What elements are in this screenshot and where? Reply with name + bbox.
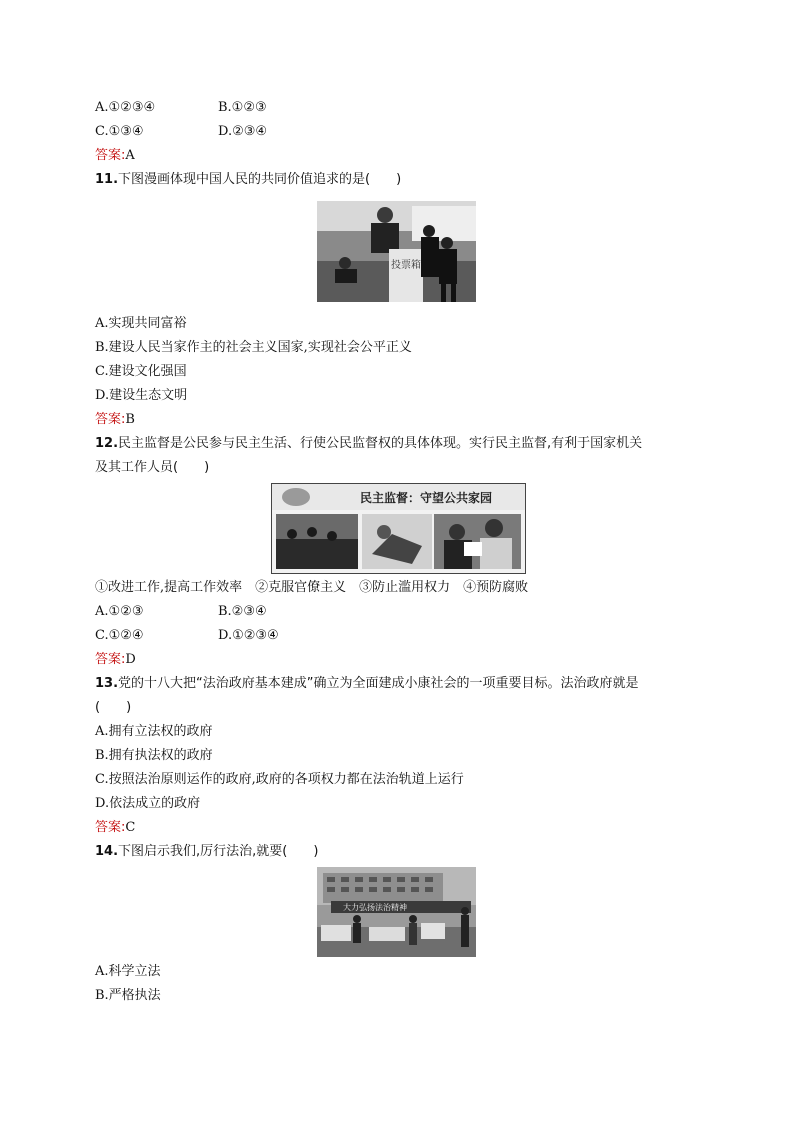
- q11-stem: [95, 171, 401, 189]
- q12-option-b: B.②③④: [218, 604, 267, 619]
- question-text: 下图启示我们,厉行法治,就要( ): [118, 844, 319, 859]
- q12-answer: [95, 651, 136, 669]
- answer-value: D: [125, 652, 136, 667]
- answer-value: A: [125, 148, 135, 163]
- answer-label: 答案:: [95, 148, 126, 163]
- q11-option-c: C.建设文化强国: [95, 364, 187, 379]
- q10-option-c: C.①③④: [95, 124, 144, 139]
- q10-option-a: A.①②③④: [95, 100, 156, 115]
- q12-option-a: A.①②③: [95, 604, 144, 619]
- question-number: 14.: [95, 844, 119, 859]
- q11-option-d: D.建设生态文明: [95, 388, 188, 403]
- q10-option-b: B.①②③: [218, 100, 267, 115]
- q12-stem-line2: 及其工作人员( ): [95, 460, 210, 475]
- q13-stem-line2: ( ): [95, 700, 132, 715]
- q12-option-c: C.①②④: [95, 628, 144, 643]
- q13-answer: [95, 819, 135, 837]
- q14-option-a: A.科学立法: [95, 964, 161, 979]
- q11-answer: [95, 411, 135, 429]
- banner-slogan: 大力弘扬法治精神: [343, 903, 407, 912]
- answer-value: C: [125, 820, 136, 835]
- q11-option-a: A.实现共同富裕: [95, 316, 187, 331]
- q14-stem: [95, 843, 318, 861]
- answer-label: 答案:: [95, 820, 126, 835]
- answer-label: 答案:: [95, 652, 126, 667]
- answer-label: 答案:: [95, 412, 126, 427]
- q13-stem-line1: [95, 675, 639, 693]
- q12-stem-line1: [95, 435, 642, 453]
- q10-answer: [95, 147, 135, 165]
- q12-statements: ①改进工作,提高工作效率 ②克服官僚主义 ③防止滥用权力 ④预防腐败: [95, 580, 529, 595]
- q14-law-promotion-photo: [317, 867, 476, 957]
- ballot-box-label: 投票箱: [391, 260, 421, 271]
- question-text: 党的十八大把“法治政府基本建成”确立为全面建成小康社会的一项重要目标。法治政府就是: [118, 676, 639, 691]
- q12-supervision-image: [271, 483, 526, 574]
- question-number: 11.: [95, 172, 119, 187]
- q12-option-d: D.①②③④: [218, 628, 279, 643]
- question-number: 13.: [95, 676, 119, 691]
- question-text: 下图漫画体现中国人民的共同价值追求的是( ): [118, 172, 402, 187]
- q11-voting-photo: [317, 201, 476, 302]
- q13-option-a: A.拥有立法权的政府: [95, 724, 213, 739]
- q11-option-b: B.建设人民当家作主的社会主义国家,实现社会公平正义: [95, 340, 412, 355]
- q14-option-b: B.严格执法: [95, 988, 161, 1003]
- q13-option-c: C.按照法治原则运作的政府,政府的各项权力都在法治轨道上运行: [95, 772, 464, 787]
- question-text: 民主监督是公民参与民主生活、行使公民监督权的具体体现。实行民主监督,有利于国家机关: [118, 436, 643, 451]
- banner-title: 民主监督：守望公共家园: [359, 491, 493, 505]
- q10-option-d: D.②③④: [218, 124, 268, 139]
- q13-option-d: D.依法成立的政府: [95, 796, 201, 811]
- question-number: 12.: [95, 436, 119, 451]
- q13-option-b: B.拥有执法权的政府: [95, 748, 213, 763]
- answer-value: B: [125, 412, 135, 427]
